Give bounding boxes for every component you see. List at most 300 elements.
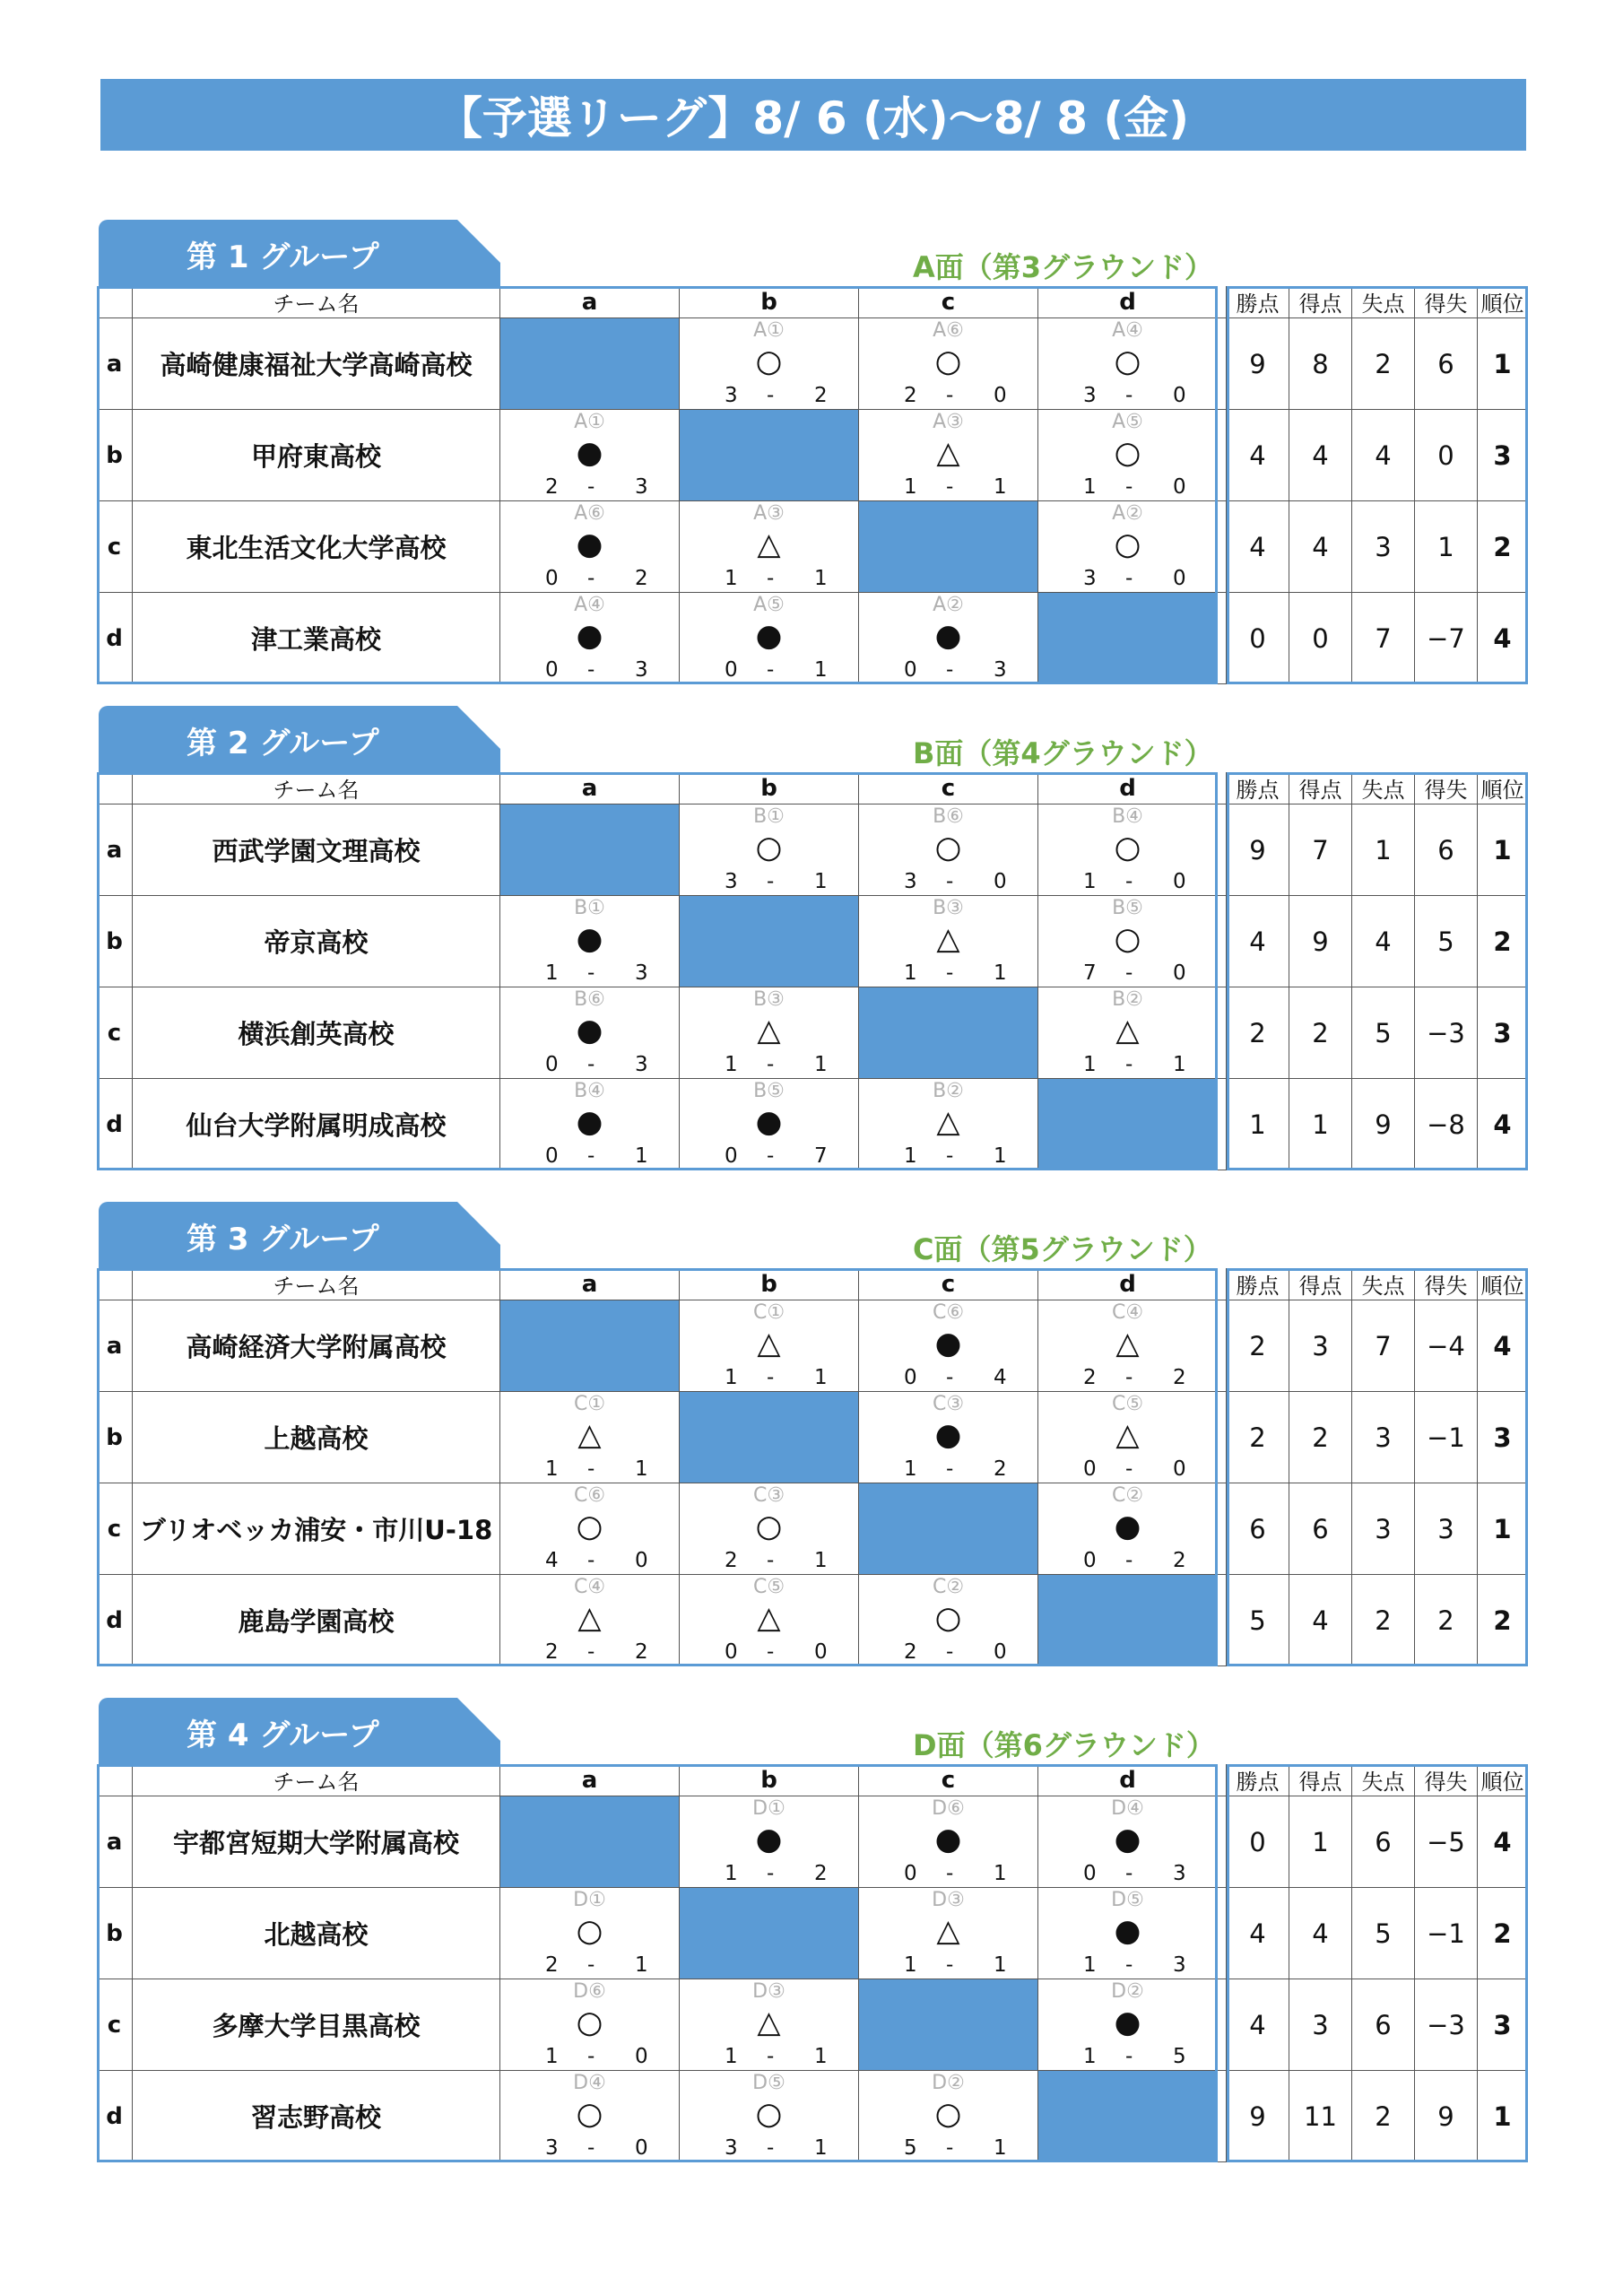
row-key: d bbox=[97, 1575, 133, 1666]
result-symbol: ○ bbox=[576, 2005, 603, 2040]
score-opponent: 1 bbox=[635, 1953, 648, 1977]
result-symbol: ● bbox=[576, 618, 603, 654]
match-score bbox=[859, 870, 1037, 893]
header-opponent: c bbox=[859, 772, 1038, 804]
match-cell bbox=[1038, 896, 1218, 987]
row-gap bbox=[1218, 501, 1227, 593]
header-stat: 順位 bbox=[1478, 772, 1528, 804]
match-cell bbox=[859, 1575, 1038, 1666]
match-number: A③ bbox=[753, 502, 785, 525]
result-symbol: ● bbox=[1114, 1822, 1141, 1857]
header-blank bbox=[97, 772, 133, 804]
score-opponent: 1 bbox=[814, 2045, 828, 2068]
stat-value: 6 bbox=[1352, 1979, 1415, 2071]
team-name: 津工業高校 bbox=[133, 593, 500, 684]
match-score bbox=[500, 961, 679, 985]
match-score bbox=[1038, 1549, 1217, 1572]
match-number: A② bbox=[1112, 502, 1143, 525]
score-opponent: 1 bbox=[994, 475, 1007, 499]
header-opponent: b bbox=[680, 286, 859, 318]
result-symbol: ○ bbox=[1114, 526, 1141, 562]
result-symbol: ○ bbox=[1114, 435, 1141, 471]
match-cell bbox=[859, 318, 1038, 410]
score-own: 1 bbox=[725, 2045, 738, 2068]
match-cell bbox=[500, 1888, 680, 1979]
stat-value: 9 bbox=[1227, 2071, 1289, 2162]
row-gap bbox=[1218, 896, 1227, 987]
score-own: 3 bbox=[1083, 384, 1097, 407]
group-name: 第 3 グループ bbox=[187, 1222, 379, 1257]
match-number: A⑥ bbox=[933, 319, 964, 342]
score-dash: - bbox=[767, 1549, 775, 1572]
score-opponent: 0 bbox=[1173, 1457, 1186, 1481]
match-score bbox=[500, 1053, 679, 1076]
match-score bbox=[500, 567, 679, 590]
match-number: C③ bbox=[752, 1484, 785, 1507]
score-opponent: 2 bbox=[1173, 1549, 1186, 1572]
match-number: D⑤ bbox=[752, 2072, 785, 2094]
team-name: 北越高校 bbox=[133, 1888, 500, 1979]
team-name: 高崎経済大学附属高校 bbox=[133, 1300, 500, 1392]
stat-value: 8 bbox=[1289, 318, 1352, 410]
stat-value: 0 bbox=[1227, 593, 1289, 684]
score-dash: - bbox=[767, 1366, 775, 1389]
header-opponent: d bbox=[1038, 1268, 1218, 1300]
match-score bbox=[859, 2136, 1037, 2160]
match-cell bbox=[1038, 1796, 1218, 1888]
header-stat: 得失 bbox=[1415, 772, 1478, 804]
header-stat: 勝点 bbox=[1227, 772, 1289, 804]
header-stat: 順位 bbox=[1478, 286, 1528, 318]
score-own: 2 bbox=[1083, 1366, 1097, 1389]
self-match-cell bbox=[680, 896, 859, 987]
result-symbol: △ bbox=[936, 1104, 960, 1140]
result-symbol: △ bbox=[936, 921, 960, 957]
score-opponent: 0 bbox=[994, 870, 1007, 893]
stat-value: 3 bbox=[1289, 1979, 1352, 2071]
row-key: a bbox=[97, 804, 133, 896]
match-number: A⑤ bbox=[1112, 411, 1143, 433]
match-cell bbox=[500, 987, 680, 1079]
rank-value: 1 bbox=[1478, 804, 1528, 896]
result-symbol: △ bbox=[1115, 1417, 1140, 1453]
self-match-cell bbox=[1038, 1575, 1218, 1666]
score-own: 1 bbox=[725, 567, 738, 590]
match-cell bbox=[680, 1575, 859, 1666]
match-number: B① bbox=[753, 805, 785, 828]
stat-value: 0 bbox=[1289, 593, 1352, 684]
header-stat: 得失 bbox=[1415, 286, 1478, 318]
header-opponent: c bbox=[859, 286, 1038, 318]
team-name: 上越高校 bbox=[133, 1392, 500, 1483]
stat-value: 6 bbox=[1289, 1483, 1352, 1575]
rank-value: 4 bbox=[1478, 593, 1528, 684]
match-score bbox=[859, 1457, 1037, 1481]
score-dash: - bbox=[1125, 2045, 1133, 2068]
match-cell bbox=[680, 593, 859, 684]
score-opponent: 2 bbox=[635, 1640, 648, 1664]
score-own: 1 bbox=[904, 475, 917, 499]
result-symbol: △ bbox=[757, 1600, 781, 1636]
header-stat: 順位 bbox=[1478, 1268, 1528, 1300]
match-number: A④ bbox=[574, 594, 605, 616]
header-opponent: c bbox=[859, 1764, 1038, 1796]
stat-value: 4 bbox=[1227, 1888, 1289, 1979]
match-score bbox=[1038, 567, 1217, 590]
stat-value: 6 bbox=[1415, 804, 1478, 896]
match-cell bbox=[500, 410, 680, 501]
score-dash: - bbox=[587, 1953, 595, 1977]
header-opponent: d bbox=[1038, 772, 1218, 804]
match-cell bbox=[680, 1079, 859, 1170]
match-cell bbox=[500, 2071, 680, 2162]
match-cell bbox=[859, 896, 1038, 987]
match-score bbox=[500, 1640, 679, 1664]
score-opponent: 7 bbox=[814, 1144, 828, 1168]
row-key: c bbox=[97, 1483, 133, 1575]
result-symbol: △ bbox=[757, 2005, 781, 2040]
result-symbol: ○ bbox=[934, 344, 962, 379]
score-dash: - bbox=[767, 658, 775, 682]
score-dash: - bbox=[767, 2045, 775, 2068]
stat-value: 5 bbox=[1352, 987, 1415, 1079]
score-opponent: 2 bbox=[635, 567, 648, 590]
match-cell bbox=[1038, 804, 1218, 896]
score-own: 4 bbox=[545, 1549, 559, 1572]
match-cell bbox=[859, 1079, 1038, 1170]
score-own: 2 bbox=[904, 1640, 917, 1664]
stat-value: 2 bbox=[1352, 1575, 1415, 1666]
score-own: 2 bbox=[545, 1640, 559, 1664]
score-dash: - bbox=[767, 870, 775, 893]
match-cell bbox=[859, 593, 1038, 684]
match-score bbox=[1038, 1457, 1217, 1481]
score-own: 0 bbox=[1083, 1457, 1097, 1481]
header-gap bbox=[1218, 286, 1227, 318]
row-gap bbox=[1218, 410, 1227, 501]
self-match-cell bbox=[680, 1888, 859, 1979]
score-opponent: 0 bbox=[1173, 384, 1186, 407]
match-cell bbox=[680, 2071, 859, 2162]
match-number: B④ bbox=[574, 1080, 605, 1102]
score-own: 0 bbox=[1083, 1862, 1097, 1885]
header-stat: 得失 bbox=[1415, 1764, 1478, 1796]
score-dash: - bbox=[946, 1862, 954, 1885]
self-match-cell bbox=[680, 410, 859, 501]
score-opponent: 3 bbox=[635, 658, 648, 682]
stat-value: −1 bbox=[1415, 1888, 1478, 1979]
score-dash: - bbox=[587, 475, 595, 499]
result-symbol: △ bbox=[577, 1600, 602, 1636]
result-symbol: ○ bbox=[934, 830, 962, 865]
match-cell bbox=[1038, 1888, 1218, 1979]
result-symbol: ● bbox=[755, 1104, 783, 1140]
match-score bbox=[500, 1953, 679, 1977]
stat-value: 2 bbox=[1289, 1392, 1352, 1483]
match-number: C① bbox=[573, 1393, 606, 1415]
stat-value: 4 bbox=[1289, 410, 1352, 501]
team-name: 横浜創英高校 bbox=[133, 987, 500, 1079]
row-gap bbox=[1218, 1483, 1227, 1575]
score-opponent: 0 bbox=[1173, 475, 1186, 499]
match-number: D⑤ bbox=[1111, 1889, 1144, 1911]
row-key: d bbox=[97, 1079, 133, 1170]
match-cell bbox=[500, 896, 680, 987]
team-name: 習志野高校 bbox=[133, 2071, 500, 2162]
score-dash: - bbox=[587, 1549, 595, 1572]
match-number: B③ bbox=[753, 988, 785, 1011]
team-name: 甲府東高校 bbox=[133, 410, 500, 501]
row-gap bbox=[1218, 318, 1227, 410]
league-table bbox=[97, 772, 1528, 1181]
score-opponent: 0 bbox=[635, 2136, 648, 2160]
header-opponent: a bbox=[500, 286, 680, 318]
self-match-cell bbox=[500, 1796, 680, 1888]
rank-value: 1 bbox=[1478, 318, 1528, 410]
group-section bbox=[97, 1202, 1528, 1677]
result-symbol: △ bbox=[757, 1326, 781, 1361]
rank-value: 4 bbox=[1478, 1796, 1528, 1888]
match-number: A② bbox=[933, 594, 964, 616]
score-dash: - bbox=[587, 1457, 595, 1481]
team-name: 東北生活文化大学高校 bbox=[133, 501, 500, 593]
match-score bbox=[680, 1366, 858, 1389]
row-key: a bbox=[97, 1300, 133, 1392]
row-gap bbox=[1218, 1888, 1227, 1979]
match-number: B④ bbox=[1112, 805, 1143, 828]
score-own: 1 bbox=[1083, 870, 1097, 893]
stat-value: 4 bbox=[1289, 1575, 1352, 1666]
stat-value: 5 bbox=[1352, 1888, 1415, 1979]
rank-value: 3 bbox=[1478, 1392, 1528, 1483]
score-dash: - bbox=[946, 1640, 954, 1664]
stat-value: 2 bbox=[1227, 987, 1289, 1079]
score-opponent: 1 bbox=[994, 961, 1007, 985]
row-gap bbox=[1218, 1979, 1227, 2071]
stat-value: 11 bbox=[1289, 2071, 1352, 2162]
header-stat: 順位 bbox=[1478, 1764, 1528, 1796]
self-match-cell bbox=[859, 1483, 1038, 1575]
self-match-cell bbox=[500, 804, 680, 896]
score-opponent: 1 bbox=[635, 1457, 648, 1481]
header-team: チーム名 bbox=[133, 1764, 500, 1796]
match-number: A④ bbox=[1112, 319, 1143, 342]
header-stat: 勝点 bbox=[1227, 1268, 1289, 1300]
header-gap bbox=[1218, 772, 1227, 804]
result-symbol: ● bbox=[755, 1822, 783, 1857]
stat-value: −4 bbox=[1415, 1300, 1478, 1392]
score-opponent: 1 bbox=[814, 1366, 828, 1389]
result-symbol: ● bbox=[755, 618, 783, 654]
match-score bbox=[680, 2136, 858, 2160]
score-dash: - bbox=[587, 567, 595, 590]
score-own: 2 bbox=[545, 1953, 559, 1977]
header-opponent: a bbox=[500, 1764, 680, 1796]
stat-value: 9 bbox=[1227, 318, 1289, 410]
score-dash: - bbox=[946, 961, 954, 985]
venue-label: B面（第4グラウンド） bbox=[913, 736, 1213, 770]
rank-value: 2 bbox=[1478, 1575, 1528, 1666]
row-key: a bbox=[97, 318, 133, 410]
row-gap bbox=[1218, 987, 1227, 1079]
score-dash: - bbox=[767, 2136, 775, 2160]
score-own: 1 bbox=[1083, 2045, 1097, 2068]
score-dash: - bbox=[1125, 1953, 1133, 1977]
score-dash: - bbox=[587, 1144, 595, 1168]
match-cell bbox=[1038, 1300, 1218, 1392]
rank-value: 2 bbox=[1478, 1888, 1528, 1979]
header-stat: 得点 bbox=[1289, 772, 1352, 804]
match-number: B⑥ bbox=[933, 805, 964, 828]
stat-value: 1 bbox=[1352, 804, 1415, 896]
match-cell bbox=[1038, 987, 1218, 1079]
score-dash: - bbox=[767, 1640, 775, 1664]
score-own: 0 bbox=[545, 567, 559, 590]
score-own: 0 bbox=[725, 658, 738, 682]
row-gap bbox=[1218, 1392, 1227, 1483]
result-symbol: ○ bbox=[755, 1509, 783, 1544]
row-key: b bbox=[97, 410, 133, 501]
team-name: 西武学園文理高校 bbox=[133, 804, 500, 896]
team-name: 宇都宮短期大学附属高校 bbox=[133, 1796, 500, 1888]
header-team: チーム名 bbox=[133, 286, 500, 318]
match-number: C③ bbox=[932, 1393, 965, 1415]
score-opponent: 0 bbox=[1173, 567, 1186, 590]
score-dash: - bbox=[1125, 1053, 1133, 1076]
stat-value: 4 bbox=[1227, 410, 1289, 501]
score-dash: - bbox=[946, 1366, 954, 1389]
header-blank bbox=[97, 1268, 133, 1300]
match-number: D⑥ bbox=[573, 1980, 606, 2003]
header-opponent: b bbox=[680, 1268, 859, 1300]
match-score bbox=[1038, 2045, 1217, 2068]
header-stat: 失点 bbox=[1352, 772, 1415, 804]
score-own: 1 bbox=[545, 961, 559, 985]
score-own: 3 bbox=[725, 870, 738, 893]
result-symbol: ○ bbox=[934, 2096, 962, 2132]
rank-value: 3 bbox=[1478, 1979, 1528, 2071]
score-dash: - bbox=[1125, 870, 1133, 893]
rank-value: 1 bbox=[1478, 1483, 1528, 1575]
match-cell bbox=[500, 1392, 680, 1483]
result-symbol: ○ bbox=[576, 1913, 603, 1949]
group-name: 第 1 グループ bbox=[187, 239, 379, 275]
match-number: A⑤ bbox=[753, 594, 785, 616]
stat-value: 2 bbox=[1415, 1575, 1478, 1666]
stat-value: 3 bbox=[1352, 1483, 1415, 1575]
stat-value: 0 bbox=[1227, 1796, 1289, 1888]
score-opponent: 1 bbox=[814, 1549, 828, 1572]
result-symbol: ● bbox=[576, 526, 603, 562]
match-cell bbox=[859, 1392, 1038, 1483]
score-opponent: 3 bbox=[635, 961, 648, 985]
self-match-cell bbox=[859, 1979, 1038, 2071]
match-number: C② bbox=[932, 1576, 965, 1598]
stat-value: 1 bbox=[1289, 1796, 1352, 1888]
team-name: 帝京高校 bbox=[133, 896, 500, 987]
row-key: c bbox=[97, 987, 133, 1079]
stat-value: 3 bbox=[1352, 501, 1415, 593]
match-number: B⑤ bbox=[1112, 897, 1143, 919]
score-dash: - bbox=[1125, 961, 1133, 985]
match-cell bbox=[1038, 410, 1218, 501]
score-opponent: 1 bbox=[814, 658, 828, 682]
result-symbol: ● bbox=[1114, 1509, 1141, 1544]
match-cell bbox=[500, 1575, 680, 1666]
self-match-cell bbox=[500, 1300, 680, 1392]
match-cell bbox=[1038, 501, 1218, 593]
match-score bbox=[500, 1457, 679, 1481]
match-score bbox=[1038, 1953, 1217, 1977]
score-dash: - bbox=[767, 384, 775, 407]
row-key: a bbox=[97, 1796, 133, 1888]
score-own: 5 bbox=[904, 2136, 917, 2160]
match-cell bbox=[859, 1796, 1038, 1888]
header-stat: 失点 bbox=[1352, 286, 1415, 318]
match-score bbox=[680, 384, 858, 407]
header-stat: 勝点 bbox=[1227, 1764, 1289, 1796]
match-number: D④ bbox=[1111, 1797, 1144, 1820]
match-cell bbox=[680, 804, 859, 896]
header-gap bbox=[1218, 1268, 1227, 1300]
score-opponent: 2 bbox=[1173, 1366, 1186, 1389]
match-number: D① bbox=[573, 1889, 606, 1911]
score-dash: - bbox=[946, 870, 954, 893]
score-own: 2 bbox=[545, 475, 559, 499]
rank-value: 4 bbox=[1478, 1079, 1528, 1170]
result-symbol: ● bbox=[934, 1822, 962, 1857]
score-opponent: 0 bbox=[994, 1640, 1007, 1664]
score-own: 1 bbox=[545, 1457, 559, 1481]
score-own: 3 bbox=[1083, 567, 1097, 590]
score-opponent: 1 bbox=[814, 2136, 828, 2160]
match-cell bbox=[680, 318, 859, 410]
match-score bbox=[859, 1366, 1037, 1389]
score-own: 1 bbox=[725, 1366, 738, 1389]
result-symbol: △ bbox=[936, 1913, 960, 1949]
match-score bbox=[680, 1053, 858, 1076]
row-key: b bbox=[97, 1888, 133, 1979]
match-score bbox=[680, 567, 858, 590]
score-opponent: 1 bbox=[994, 1144, 1007, 1168]
match-score bbox=[680, 870, 858, 893]
header-opponent: b bbox=[680, 772, 859, 804]
group-section bbox=[97, 1698, 1528, 2173]
page-title: 【予選リーグ】8/ 6 (水)〜8/ 8 (金) bbox=[100, 79, 1526, 151]
match-score bbox=[500, 2136, 679, 2160]
match-score bbox=[1038, 1862, 1217, 1885]
match-score bbox=[859, 1953, 1037, 1977]
stat-value: 4 bbox=[1227, 896, 1289, 987]
row-key: c bbox=[97, 501, 133, 593]
match-number: A① bbox=[753, 319, 785, 342]
score-own: 0 bbox=[904, 1862, 917, 1885]
score-own: 0 bbox=[904, 1366, 917, 1389]
match-cell bbox=[680, 501, 859, 593]
score-own: 0 bbox=[725, 1144, 738, 1168]
match-score bbox=[500, 1549, 679, 1572]
result-symbol: △ bbox=[757, 526, 781, 562]
match-number: D③ bbox=[752, 1980, 785, 2003]
stat-value: 3 bbox=[1415, 1483, 1478, 1575]
score-dash: - bbox=[1125, 1549, 1133, 1572]
match-score bbox=[680, 2045, 858, 2068]
stat-value: −1 bbox=[1415, 1392, 1478, 1483]
row-gap bbox=[1218, 1079, 1227, 1170]
team-name: 高崎健康福祉大学高崎高校 bbox=[133, 318, 500, 410]
stat-value: 4 bbox=[1289, 1888, 1352, 1979]
team-name: 仙台大学附属明成高校 bbox=[133, 1079, 500, 1170]
